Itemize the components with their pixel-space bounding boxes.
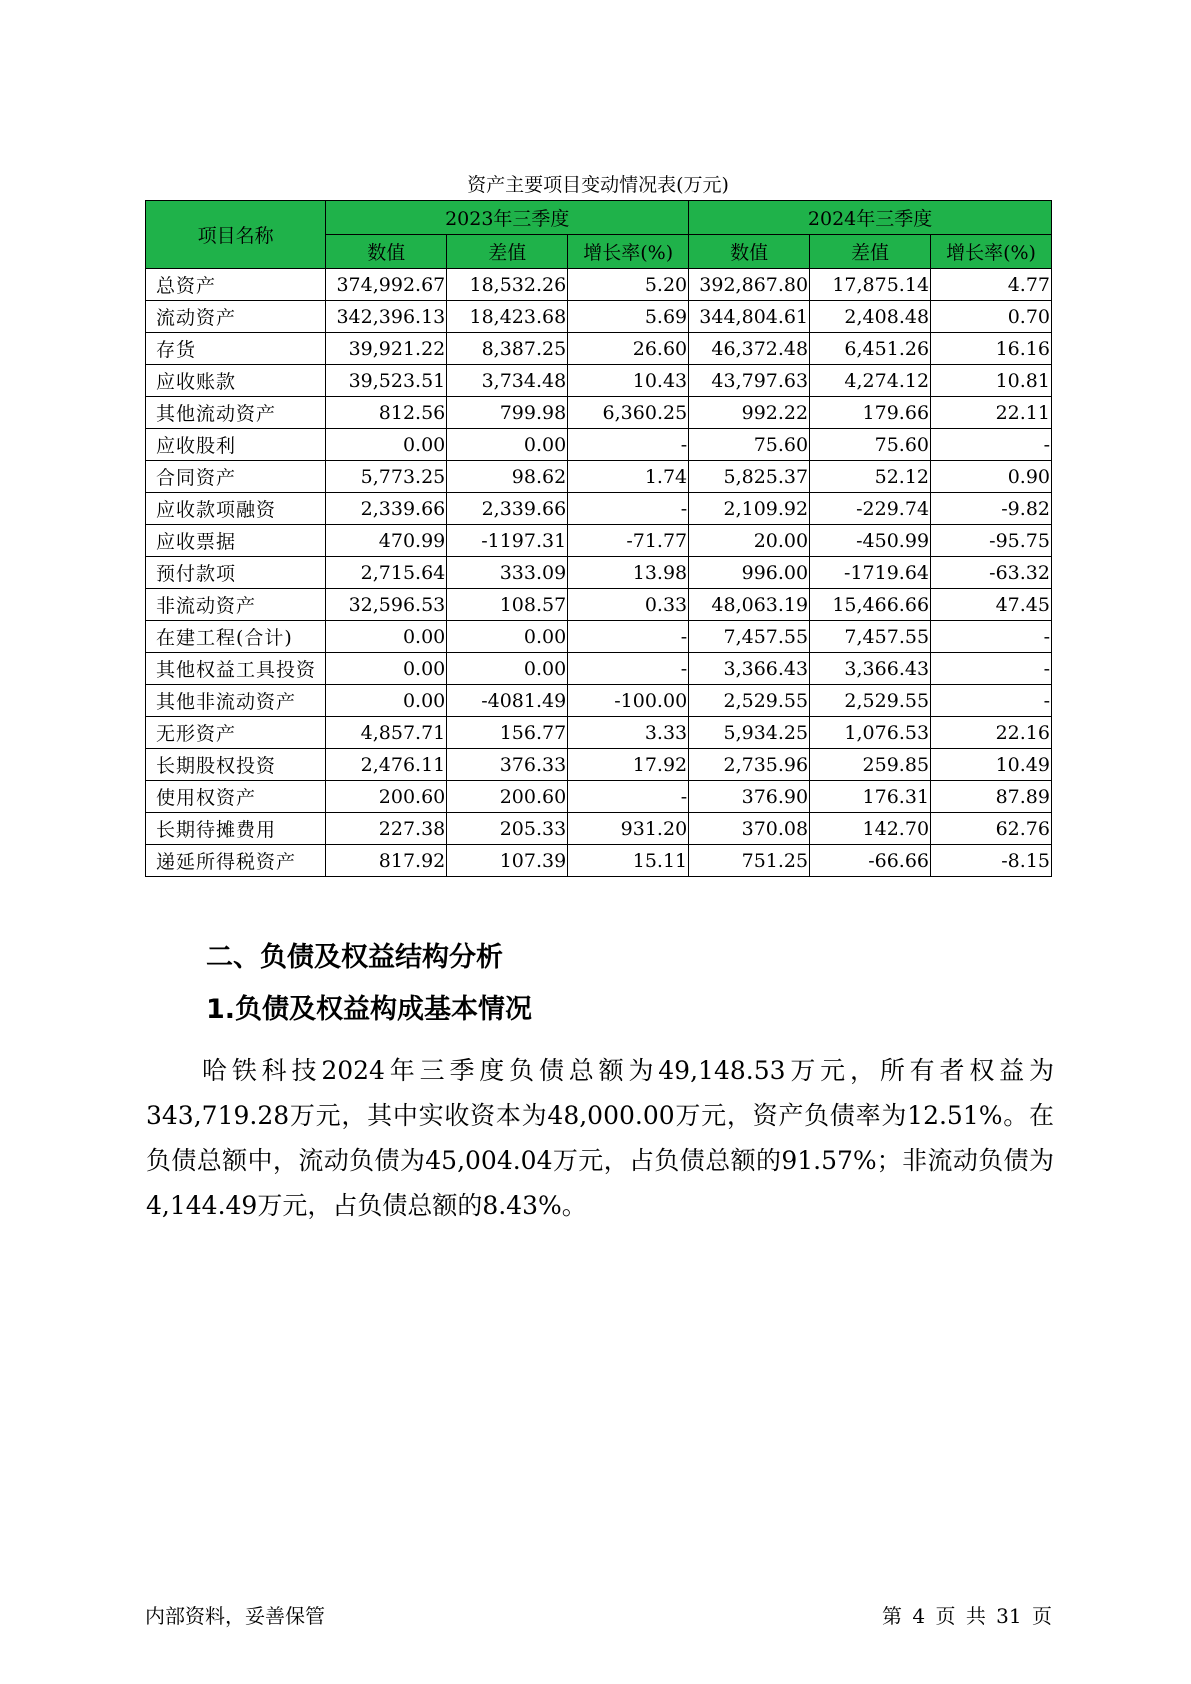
- row-label: 在建工程(合计): [146, 621, 326, 653]
- table-cell: -229.74: [810, 493, 931, 525]
- table-row: [146, 525, 1052, 557]
- table-cell: -: [568, 781, 689, 813]
- table-cell: 2,339.66: [447, 493, 568, 525]
- table-cell: 376.33: [447, 749, 568, 781]
- table-cell: -71.77: [568, 525, 689, 557]
- table-row: [146, 333, 1052, 365]
- table-cell: 205.33: [447, 813, 568, 845]
- header-value-2023: 数值: [326, 235, 447, 269]
- table-cell: 5,934.25: [689, 717, 810, 749]
- table-cell: 8,387.25: [447, 333, 568, 365]
- table-cell: 0.00: [326, 429, 447, 461]
- table-cell: 39,921.22: [326, 333, 447, 365]
- table-cell: 16.16: [931, 333, 1052, 365]
- row-label: 应收款项融资: [146, 493, 326, 525]
- table-cell: -: [568, 429, 689, 461]
- table-cell: 2,339.66: [326, 493, 447, 525]
- table-cell: 26.60: [568, 333, 689, 365]
- table-cell: 0.00: [326, 685, 447, 717]
- table-cell: 0.00: [447, 621, 568, 653]
- table-cell: 2,735.96: [689, 749, 810, 781]
- table-cell: -1719.64: [810, 557, 931, 589]
- table-cell: 799.98: [447, 397, 568, 429]
- table-cell: -1197.31: [447, 525, 568, 557]
- row-label: 总资产: [146, 269, 326, 301]
- table-cell: -: [931, 429, 1052, 461]
- table-row: [146, 493, 1052, 525]
- row-label: 应收股利: [146, 429, 326, 461]
- header-period-2023: 2023年三季度: [326, 201, 689, 235]
- table-cell: 227.38: [326, 813, 447, 845]
- row-label: 递延所得税资产: [146, 845, 326, 877]
- table-cell: 3.33: [568, 717, 689, 749]
- table-cell: 931.20: [568, 813, 689, 845]
- table-cell: 62.76: [931, 813, 1052, 845]
- row-label: 合同资产: [146, 461, 326, 493]
- table-cell: 4,274.12: [810, 365, 931, 397]
- table-caption: 资产主要项目变动情况表(万元): [467, 174, 729, 196]
- table-cell: -4081.49: [447, 685, 568, 717]
- table-cell: 108.57: [447, 589, 568, 621]
- table-cell: 22.11: [931, 397, 1052, 429]
- table-body: [146, 269, 1052, 877]
- table-cell: 179.66: [810, 397, 931, 429]
- table-cell: 0.00: [326, 621, 447, 653]
- table-cell: 10.81: [931, 365, 1052, 397]
- table-cell: 200.60: [326, 781, 447, 813]
- row-label: 其他非流动资产: [146, 685, 326, 717]
- table-cell: -66.66: [810, 845, 931, 877]
- table-row: [146, 301, 1052, 333]
- table-cell: 5,825.37: [689, 461, 810, 493]
- table-cell: 0.00: [447, 653, 568, 685]
- row-label: 存货: [146, 333, 326, 365]
- header-diff-2024: 差值: [810, 235, 931, 269]
- row-label: 长期股权投资: [146, 749, 326, 781]
- table-cell: 996.00: [689, 557, 810, 589]
- section-paragraph: 哈铁科技2024年三季度负债总额为49,148.53万元，所有者权益为343,719.28万元，其中实收资本为48,000.00万元，资产负债率为12.51%。在负债总额中，流动负债为45,004.04万元，占负债总额的91.57%；非流动负债为4,144.49万元，占负债总额的8.43%。: [146, 1056, 1054, 1220]
- table-row: [146, 813, 1052, 845]
- table-cell: 0.90: [931, 461, 1052, 493]
- table-row: [146, 717, 1052, 749]
- row-label: 使用权资产: [146, 781, 326, 813]
- table-cell: -: [931, 685, 1052, 717]
- table-cell: -: [931, 621, 1052, 653]
- table-cell: 142.70: [810, 813, 931, 845]
- header-growth-2024: 增长率(%): [931, 235, 1052, 269]
- table-cell: 107.39: [447, 845, 568, 877]
- table-cell: 5.20: [568, 269, 689, 301]
- table-cell: 48,063.19: [689, 589, 810, 621]
- table-cell: -95.75: [931, 525, 1052, 557]
- table-cell: 0.33: [568, 589, 689, 621]
- table-cell: 6,451.26: [810, 333, 931, 365]
- table-cell: 2,109.92: [689, 493, 810, 525]
- table-cell: 15.11: [568, 845, 689, 877]
- table-cell: 39,523.51: [326, 365, 447, 397]
- table-cell: 0.00: [326, 653, 447, 685]
- table-cell: 5,773.25: [326, 461, 447, 493]
- table-row: [146, 365, 1052, 397]
- table-cell: 0.00: [447, 429, 568, 461]
- table-row: [146, 845, 1052, 877]
- table-cell: 817.92: [326, 845, 447, 877]
- table-row: [146, 653, 1052, 685]
- footer-confidential: 内部资料，妥善保管: [145, 1604, 325, 1628]
- table-cell: 3,366.43: [810, 653, 931, 685]
- table-cell: 470.99: [326, 525, 447, 557]
- table-cell: 333.09: [447, 557, 568, 589]
- table-cell: 342,396.13: [326, 301, 447, 333]
- table-cell: 992.22: [689, 397, 810, 429]
- table-cell: 22.16: [931, 717, 1052, 749]
- table-cell: 75.60: [689, 429, 810, 461]
- table-cell: 7,457.55: [810, 621, 931, 653]
- table-cell: 52.12: [810, 461, 931, 493]
- row-label: 其他流动资产: [146, 397, 326, 429]
- header-item-name: 项目名称: [146, 201, 326, 269]
- table-cell: 156.77: [447, 717, 568, 749]
- table-cell: 176.31: [810, 781, 931, 813]
- table-cell: 1,076.53: [810, 717, 931, 749]
- table-cell: 2,476.11: [326, 749, 447, 781]
- table-cell: -63.32: [931, 557, 1052, 589]
- table-cell: 812.56: [326, 397, 447, 429]
- table-cell: 392,867.80: [689, 269, 810, 301]
- table-cell: 17.92: [568, 749, 689, 781]
- table-cell: -450.99: [810, 525, 931, 557]
- table-cell: 2,408.48: [810, 301, 931, 333]
- table-cell: -: [931, 653, 1052, 685]
- table-cell: 32,596.53: [326, 589, 447, 621]
- row-label: 其他权益工具投资: [146, 653, 326, 685]
- row-label: 无形资产: [146, 717, 326, 749]
- table-row: [146, 557, 1052, 589]
- header-diff-2023: 差值: [447, 235, 568, 269]
- table-cell: 87.89: [931, 781, 1052, 813]
- table-cell: -: [568, 621, 689, 653]
- table-cell: 2,715.64: [326, 557, 447, 589]
- section-subheading: 1.负债及权益构成基本情况: [206, 994, 533, 1025]
- table-cell: 46,372.48: [689, 333, 810, 365]
- table-cell: 5.69: [568, 301, 689, 333]
- table-cell: 10.49: [931, 749, 1052, 781]
- table-cell: 7,457.55: [689, 621, 810, 653]
- row-label: 应收账款: [146, 365, 326, 397]
- table-cell: 4,857.71: [326, 717, 447, 749]
- table-cell: 6,360.25: [568, 397, 689, 429]
- asset-change-table: [145, 200, 1052, 877]
- table-cell: 0.70: [931, 301, 1052, 333]
- table-row: [146, 685, 1052, 717]
- table-cell: 4.77: [931, 269, 1052, 301]
- table-cell: 43,797.63: [689, 365, 810, 397]
- table-row: [146, 429, 1052, 461]
- footer-page-number: 第 4 页 共 31 页: [882, 1604, 1052, 1628]
- table-cell: -: [568, 653, 689, 685]
- table-row: [146, 461, 1052, 493]
- table-row: [146, 621, 1052, 653]
- table-cell: 3,366.43: [689, 653, 810, 685]
- header-growth-2023: 增长率(%): [568, 235, 689, 269]
- table-cell: -: [568, 493, 689, 525]
- table-cell: 20.00: [689, 525, 810, 557]
- table-cell: 3,734.48: [447, 365, 568, 397]
- header-period-2024: 2024年三季度: [689, 201, 1052, 235]
- table-cell: 75.60: [810, 429, 931, 461]
- table-cell: 376.90: [689, 781, 810, 813]
- table-cell: 374,992.67: [326, 269, 447, 301]
- section-heading: 二、负债及权益结构分析: [206, 942, 503, 973]
- table-cell: 47.45: [931, 589, 1052, 621]
- table-cell: -9.82: [931, 493, 1052, 525]
- table-cell: 18,532.26: [447, 269, 568, 301]
- table-cell: 200.60: [447, 781, 568, 813]
- table-row: [146, 269, 1052, 301]
- table-cell: 13.98: [568, 557, 689, 589]
- header-value-2024: 数值: [689, 235, 810, 269]
- row-label: 长期待摊费用: [146, 813, 326, 845]
- row-label: 应收票据: [146, 525, 326, 557]
- table-row: [146, 749, 1052, 781]
- table-cell: 98.62: [447, 461, 568, 493]
- table-cell: 2,529.55: [810, 685, 931, 717]
- row-label: 非流动资产: [146, 589, 326, 621]
- table-cell: -100.00: [568, 685, 689, 717]
- table-cell: 370.08: [689, 813, 810, 845]
- row-label: 流动资产: [146, 301, 326, 333]
- table-row: [146, 589, 1052, 621]
- table-row: [146, 781, 1052, 813]
- table-cell: 2,529.55: [689, 685, 810, 717]
- table-cell: 1.74: [568, 461, 689, 493]
- table-cell: 17,875.14: [810, 269, 931, 301]
- table-cell: 751.25: [689, 845, 810, 877]
- table-cell: 344,804.61: [689, 301, 810, 333]
- table-cell: -8.15: [931, 845, 1052, 877]
- row-label: 预付款项: [146, 557, 326, 589]
- table-row: [146, 397, 1052, 429]
- table-cell: 259.85: [810, 749, 931, 781]
- table-cell: 15,466.66: [810, 589, 931, 621]
- table-cell: 10.43: [568, 365, 689, 397]
- table-cell: 18,423.68: [447, 301, 568, 333]
